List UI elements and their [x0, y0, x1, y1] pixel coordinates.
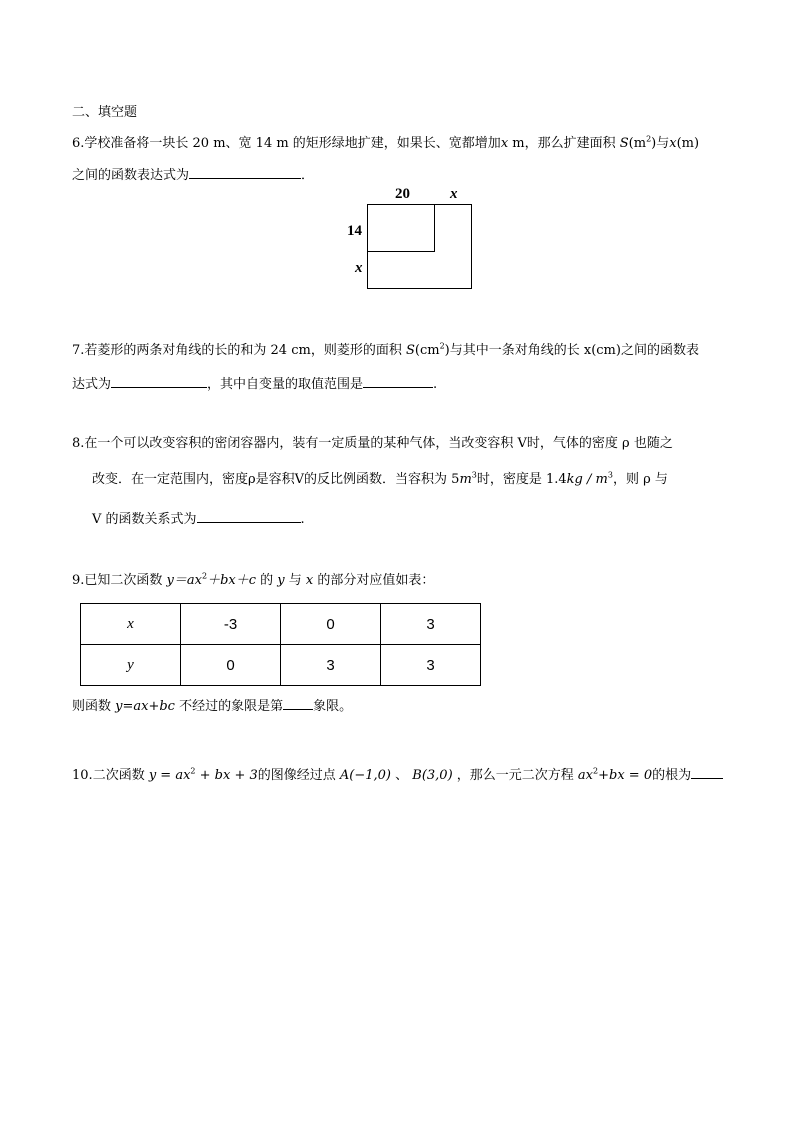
q7-line2-end: .	[433, 377, 438, 392]
figure-label-20: 20	[395, 186, 410, 202]
q7-answer-blank-2[interactable]	[363, 373, 433, 388]
q9-after-a: 则函数	[72, 699, 116, 714]
q9-text-b: 的	[256, 573, 278, 588]
q10-text-a: 二次函数	[92, 768, 149, 783]
table-cell: 0	[281, 604, 381, 645]
q9-line1	[72, 572, 434, 590]
q8-line3	[92, 508, 305, 529]
section-title: 二、填空题	[72, 105, 138, 120]
q8-unit-kg: kg / m	[566, 472, 608, 487]
q9-var-x: x	[305, 573, 314, 588]
q8-line2-b: 时，密度是 1.4	[476, 472, 567, 487]
q7-line2-b: ，其中自变量的取值范围是	[207, 377, 364, 392]
q6-figure	[340, 186, 490, 296]
q8-line2-a: 改变．在一定范围内，密度ρ是容积Ⅴ的反比例函数．当容积为 5	[92, 472, 460, 487]
q8-sup3: 3	[471, 470, 477, 480]
q8-line3-end: .	[300, 512, 305, 527]
q10-sup2: 2	[593, 766, 599, 776]
table-cell: 3	[281, 645, 381, 686]
q8-sup3b: 3	[607, 470, 613, 480]
table-cell: 3	[381, 604, 481, 645]
q7-line2	[72, 373, 437, 394]
q6-answer-blank[interactable]	[189, 164, 301, 179]
q8-line2	[92, 471, 668, 489]
q10-text-b: 的图像经过点	[257, 768, 340, 783]
q8-unit-m: m	[459, 472, 472, 487]
q8-answer-blank[interactable]	[197, 508, 301, 523]
q6-sup: 2	[646, 134, 652, 144]
q6-text-b: m，那么扩建面积	[508, 136, 620, 151]
q6-number: 6.	[72, 136, 85, 151]
q10-answer-blank[interactable]	[691, 764, 723, 779]
q10-formula-b: + bx + 3	[195, 768, 258, 783]
q10-line	[72, 764, 723, 785]
q7-text-b: (cm	[414, 343, 440, 358]
q9-formula: y＝ax	[166, 573, 202, 588]
q10-point-b: B(3,0)	[412, 768, 453, 783]
q7-number: 7.	[72, 343, 85, 358]
q6-line1	[72, 135, 699, 153]
q9-after-c: 象限。	[313, 699, 353, 714]
q8-text: 在一个可以改变容积的密闭容器内，装有一定质量的某种气体，当改变容积 V时，气体的密度 ρ 也随之	[84, 436, 673, 451]
table-cell: 3	[381, 645, 481, 686]
figure-inner-rect	[367, 204, 435, 252]
q10-sep: 、	[391, 768, 413, 783]
q9-after-b: 不经过的象限是第	[174, 699, 284, 714]
q6-text-c: (m	[628, 136, 647, 151]
table-row	[81, 604, 481, 645]
q10-point-a: A(−1,0)	[339, 768, 392, 783]
q9-answer-blank[interactable]	[283, 695, 313, 710]
q10-number: 10.	[72, 768, 93, 783]
table-cell: -3	[181, 604, 281, 645]
q6-text-e: (m)	[676, 136, 700, 151]
q8-number: 8.	[72, 436, 85, 451]
q7-text-c: )与其中一条对角线的长 x(cm)之间的函数表	[444, 343, 699, 358]
q10-eq-b: +bx = 0	[598, 768, 653, 783]
q9-after-line	[72, 695, 352, 716]
q6-var-x: x	[500, 136, 509, 151]
q9-number: 9.	[72, 573, 85, 588]
q7-text-a: 若菱形的两条对角线的长的和为 24 cm，则菱形的面积	[84, 343, 406, 358]
figure-label-left-x: x	[355, 260, 363, 276]
q6-line2-end: ．	[301, 168, 315, 183]
q8-line3-a: V 的函数关系式为	[92, 512, 197, 527]
q9-after-formula: y=ax+bc	[115, 699, 175, 714]
table-cell: y	[81, 645, 181, 686]
q10-formula: y = ax	[148, 768, 191, 783]
q10-text-c: ，那么一元二次方程	[452, 768, 578, 783]
q6-line2-text: 之间的函数表达式为	[72, 168, 190, 183]
q7-line2-a: 达式为	[72, 377, 112, 392]
q6-var-x2: x	[669, 136, 677, 151]
q10-text-d: 的根为	[652, 768, 692, 783]
table-cell: 0	[181, 645, 281, 686]
q6-var-s: S	[619, 136, 629, 151]
q6-text-a: 学校准备将一块长 20 m、宽 14 m 的矩形绿地扩建，如果长、宽都增加	[84, 136, 501, 151]
q9-text-c: 与	[284, 573, 306, 588]
q7-sup: 2	[439, 341, 445, 351]
q8-line2-c: ，则 ρ 与	[612, 472, 668, 487]
q10-sup: 2	[190, 766, 196, 776]
q9-value-table	[80, 603, 481, 686]
q6-text-d: )与	[651, 136, 670, 151]
q9-var-y: y	[277, 573, 285, 588]
q9-formula-b: ＋bx＋c	[207, 573, 257, 588]
q8-line1	[72, 435, 673, 453]
figure-label-14: 14	[347, 223, 362, 239]
q9-text-d: 的部分对应值如表：	[313, 573, 435, 588]
q9-sup: 2	[201, 571, 208, 581]
q7-answer-blank-1[interactable]	[111, 373, 207, 388]
q7-line1	[72, 342, 699, 360]
q10-eq: ax	[577, 768, 594, 783]
table-cell: x	[81, 604, 181, 645]
figure-label-top-x: x	[450, 186, 458, 202]
q9-text-a: 已知二次函数	[84, 573, 167, 588]
q7-var-s: S	[405, 343, 415, 358]
q6-line2	[72, 164, 314, 185]
table-row	[81, 645, 481, 686]
